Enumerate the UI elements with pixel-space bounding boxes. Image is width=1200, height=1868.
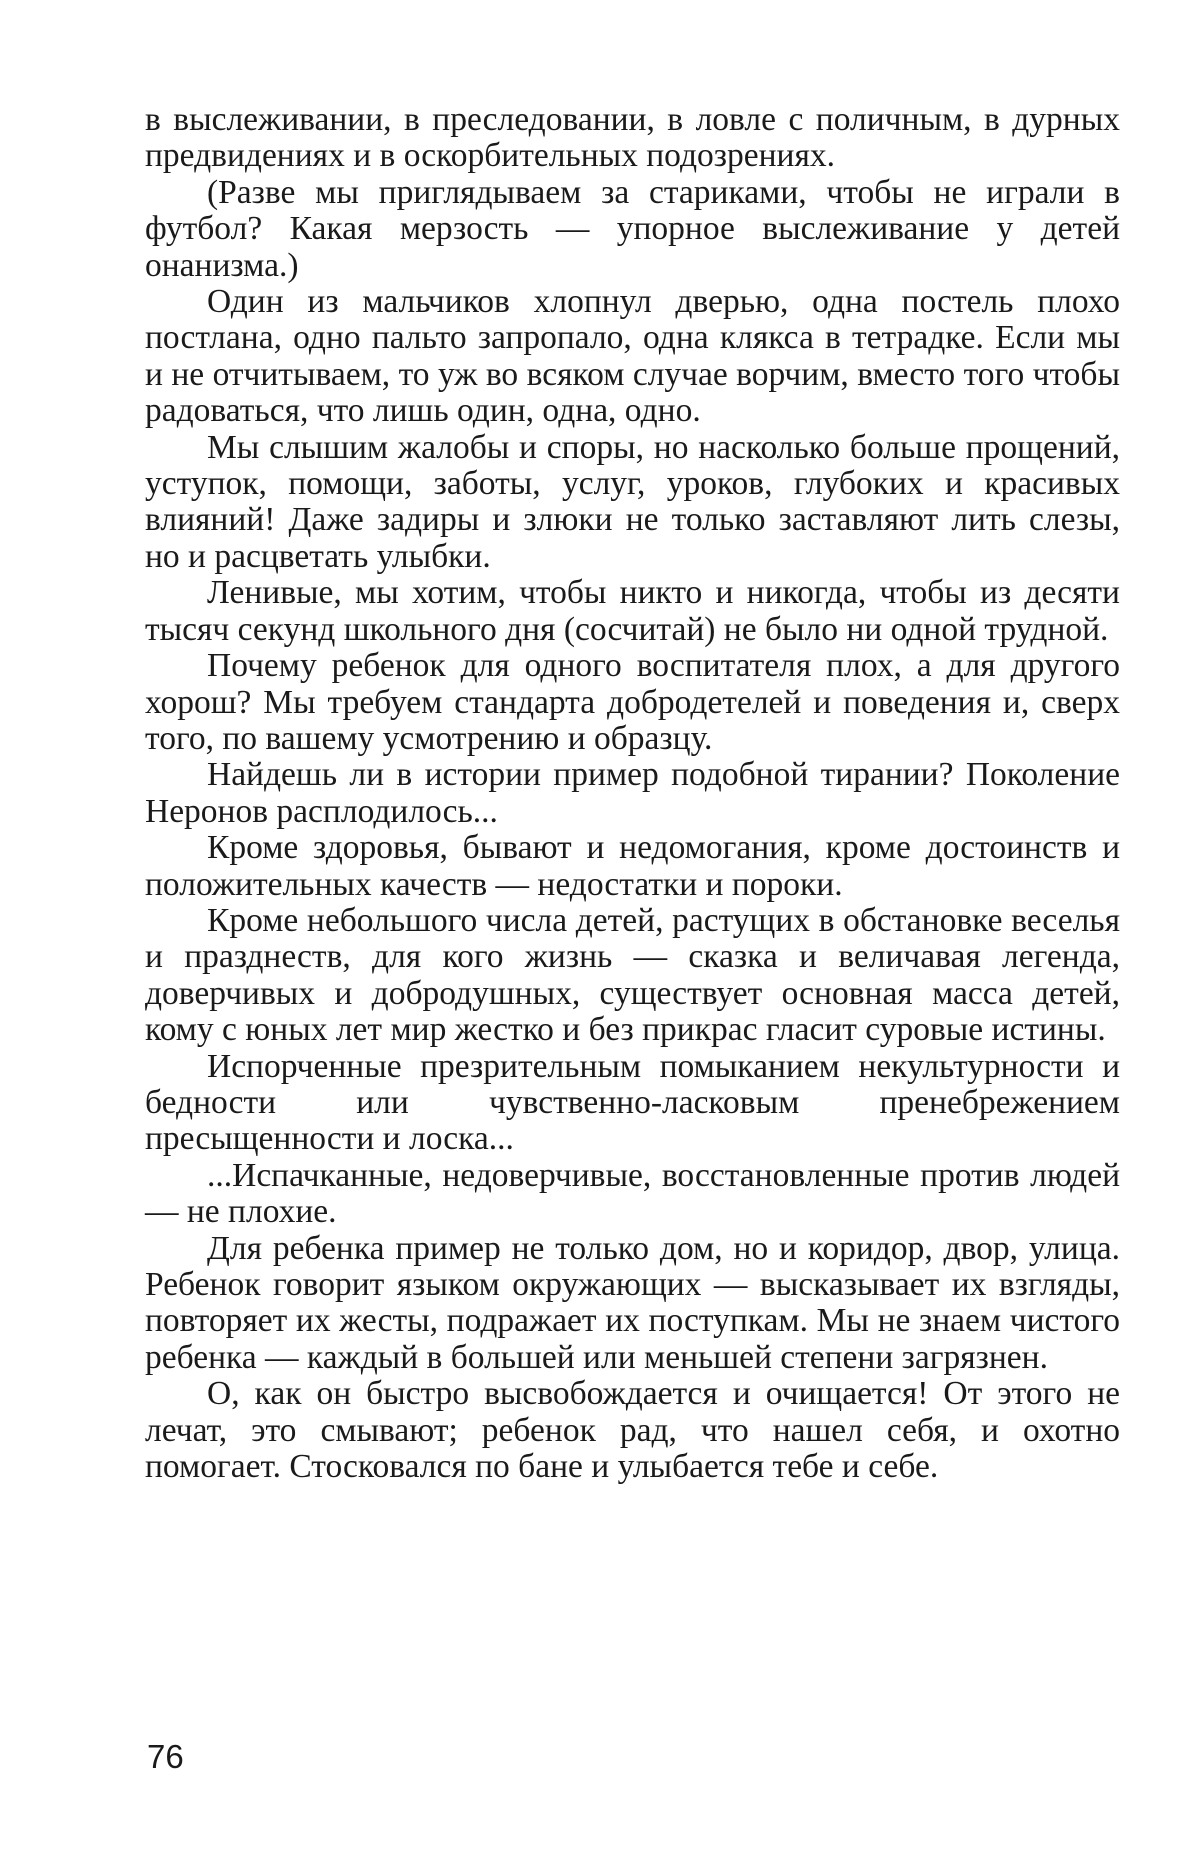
paragraph-3: Один из мальчиков хлопнул дверью, одна постель плохо постлана, одно пальто запропало, одна клякса в тетрадке. Если мы и не отчитываем, то уж во всяком случае ворчим, вместо того чтобы радоваться, что лишь один, одна, одно. [145, 283, 1120, 430]
paragraph-7: Найдешь ли в истории пример подобной тирании? Поколение Неронов расплодилось... [145, 756, 1120, 830]
paragraph-2: (Разве мы приглядываем за стариками, чтобы не играли в футбол? Какая мерзость — упорное выслеживание у детей онанизма.) [145, 173, 1120, 284]
paragraph-12: Для ребенка пример не только дом, но и коридор, двор, улица. Ребенок говорит языком окружающих — высказывает их взгляды, повторяет их жесты, подражает их поступкам. Мы не знаем чистого ребенка — каждый в большей или меньшей степени загрязнен. [145, 1229, 1120, 1376]
paragraph-5: Ленивые, мы хотим, чтобы никто и никогда, чтобы из десяти тысяч секунд школьного дня (сосчитай) не было ни одной трудной. [145, 574, 1120, 648]
paragraph-1: в выслеживании, в преследовании, в ловле с поличным, в дурных предвидениях и в оскорбительных подозрениях. [145, 101, 1120, 175]
paragraph-10: Испорченные презрительным помыканием некультурности и бедности или чувственно-ласковым пренебрежением пресыщенности и лоска... [145, 1047, 1120, 1158]
body-text [145, 102, 1120, 1485]
paragraph-9: Кроме небольшого числа детей, растущих в обстановке веселья и празднеств, для кого жизнь — сказка и величавая легенда, доверчивых и добродушных, существует основная масса детей, кому с юных лет мир жестко и без прикрас гласит суровые истины. [145, 901, 1120, 1049]
paragraph-6: Почему ребенок для одного воспитателя плох, а для другого хорош? Мы требуем стандарта добродетелей и поведения и, сверх того, по вашему усмотрению и образцу. [145, 647, 1120, 757]
paragraph-4: Мы слышим жалобы и споры, но насколько больше прощений, уступок, помощи, заботы, услуг, уроков, глубоких и красивых влияний! Даже задиры и злюки не только заставляют лить слезы, но и расцветать улыбки. [145, 428, 1120, 575]
paragraph-11: ...Испачканные, недоверчивые, восстановленные против людей — не плохие. [145, 1156, 1120, 1231]
paragraph-8: Кроме здоровья, бывают и недомогания, кроме достоинств и положительных качеств — недостатки и пороки. [145, 829, 1120, 903]
page-number: 76 [147, 1738, 184, 1775]
paragraph-13: О, как он быстро высвобождается и очищается! От этого не лечат, это смывают; ребенок рад, что нашел себя, и охотно помогает. Стосковался по бане и улыбается тебе и себе. [145, 1375, 1120, 1486]
